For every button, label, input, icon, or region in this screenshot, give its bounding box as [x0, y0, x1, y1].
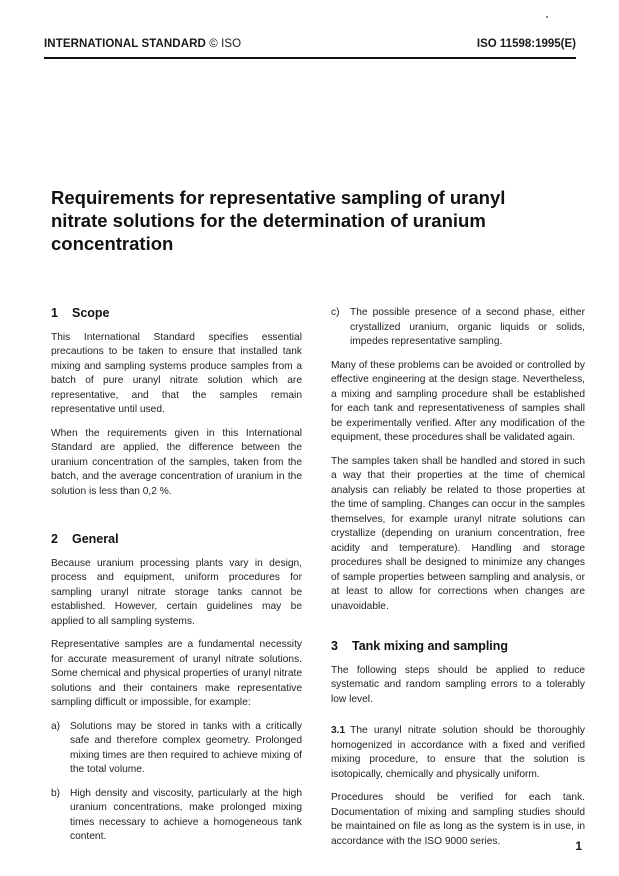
paragraph: Because uranium processing plants vary in design, process and equipment, uniform procedures for sampling uranyl nitrate storage tanks cannot be established. However, certain guidelines may be applied to all sampling systems. — [51, 557, 302, 627]
paragraph: The samples taken shall be handled and stored in such a way that their properties at the time of chemical analysis can reliably be related to those properties at the time of sampling. Changes can occur in the samples themselves, for example uranyl nitrate solutions can crystallize (depending on uranium concentration, free acidity and temperature). Handling and storage procedures shall be designed to minimize any changes of sample properties between sampling and analysis, or at least to allow for corrections when changes are unavoidable. — [331, 455, 585, 612]
section-heading-general — [51, 532, 302, 547]
paragraph: When the requirements given in this International Standard are applied, the difference between the uranium concentration of the samples, taken from the batch, and the average concentration of uranium in the solution is less than 0,2 %. — [51, 427, 302, 497]
section-title: Tank mixing and sampling — [352, 639, 509, 653]
scan-speck — [546, 16, 548, 18]
subclause-paragraph — [331, 724, 585, 782]
section-number: 1 — [51, 306, 58, 320]
list-item — [51, 787, 302, 845]
paragraph: Many of these problems can be avoided or controlled by effective engineering at the design stage. Nevertheless, a mixing and sampling procedure shall be established for each tank and representativeness of samples shall be experimentally verified. After any modification of the equipment, these procedures shall be validated again. — [331, 359, 585, 443]
header-standard-label: INTERNATIONAL STANDARD — [44, 38, 206, 50]
list-item — [331, 306, 585, 350]
page-number: 1 — [575, 839, 582, 853]
page-header — [44, 38, 576, 54]
right-column — [331, 306, 585, 858]
section-number: 2 — [51, 532, 58, 546]
header-left — [44, 38, 241, 50]
list-item-text: High density and viscosity, particularly at the high uranium concentrations, make prolonged mixing times necessary to achieve a homogeneous tank content. — [70, 787, 302, 842]
section-title: General — [72, 532, 119, 546]
paragraph: Representative samples are a fundamental necessity for accurate measurement of uranyl nitrate solutions. Some chemical and physical properties of uranyl nitrate solutions and their containers make representative sampling difficult or impossible, for example: — [51, 639, 302, 708]
section-number: 3 — [331, 639, 338, 653]
section-title: Scope — [72, 306, 110, 320]
header-copyright: © ISO — [209, 38, 242, 50]
list-item-text: The possible presence of a second phase, either crystallized uranium, organic liquids or solids, impedes representative sampling. — [350, 307, 585, 347]
list-item — [51, 720, 302, 778]
list-item-label: a) — [51, 720, 61, 732]
left-column — [51, 306, 302, 854]
paragraph: This International Standard specifies essential precautions to be taken to ensure that installed tank mixing and sampling systems produce samples from a batch of pure uranyl nitrate solution which are representative, and that the samples remain representative until used. — [51, 331, 302, 415]
list-item-text: Solutions may be stored in tanks with a critically safe and therefore complex geometry. Prolonged mixing times are then required to achieve mixing of the total volume. — [70, 720, 302, 775]
list-item-label: c) — [331, 307, 340, 318]
paragraph: The following steps should be applied to reduce systematic and random sampling errors to a tolerably low level. — [331, 664, 585, 705]
subclause-text: The uranyl nitrate solution should be thoroughly homogenized in accordance with a fixed and verified mixing procedure, to ensure that the solution is isotopically, chemically and physically uniform. — [331, 725, 585, 780]
document-title: Requirements for representative sampling of uranyl nitrate solutions for the determination of uranium concentration — [51, 187, 506, 254]
header-document-id: ISO 11598:1995(E) — [476, 38, 576, 50]
list-item-label: b) — [51, 787, 61, 799]
section-heading-scope — [51, 306, 302, 321]
paragraph: Procedures should be verified for each tank. Documentation of mixing and sampling studies should be maintained on file as long as the system is in use, in accordance with the ISO 9000 series. — [331, 792, 585, 847]
subclause-number: 3.1 — [331, 725, 346, 736]
header-rule — [44, 57, 576, 59]
section-heading-tank-mixing — [331, 639, 585, 654]
